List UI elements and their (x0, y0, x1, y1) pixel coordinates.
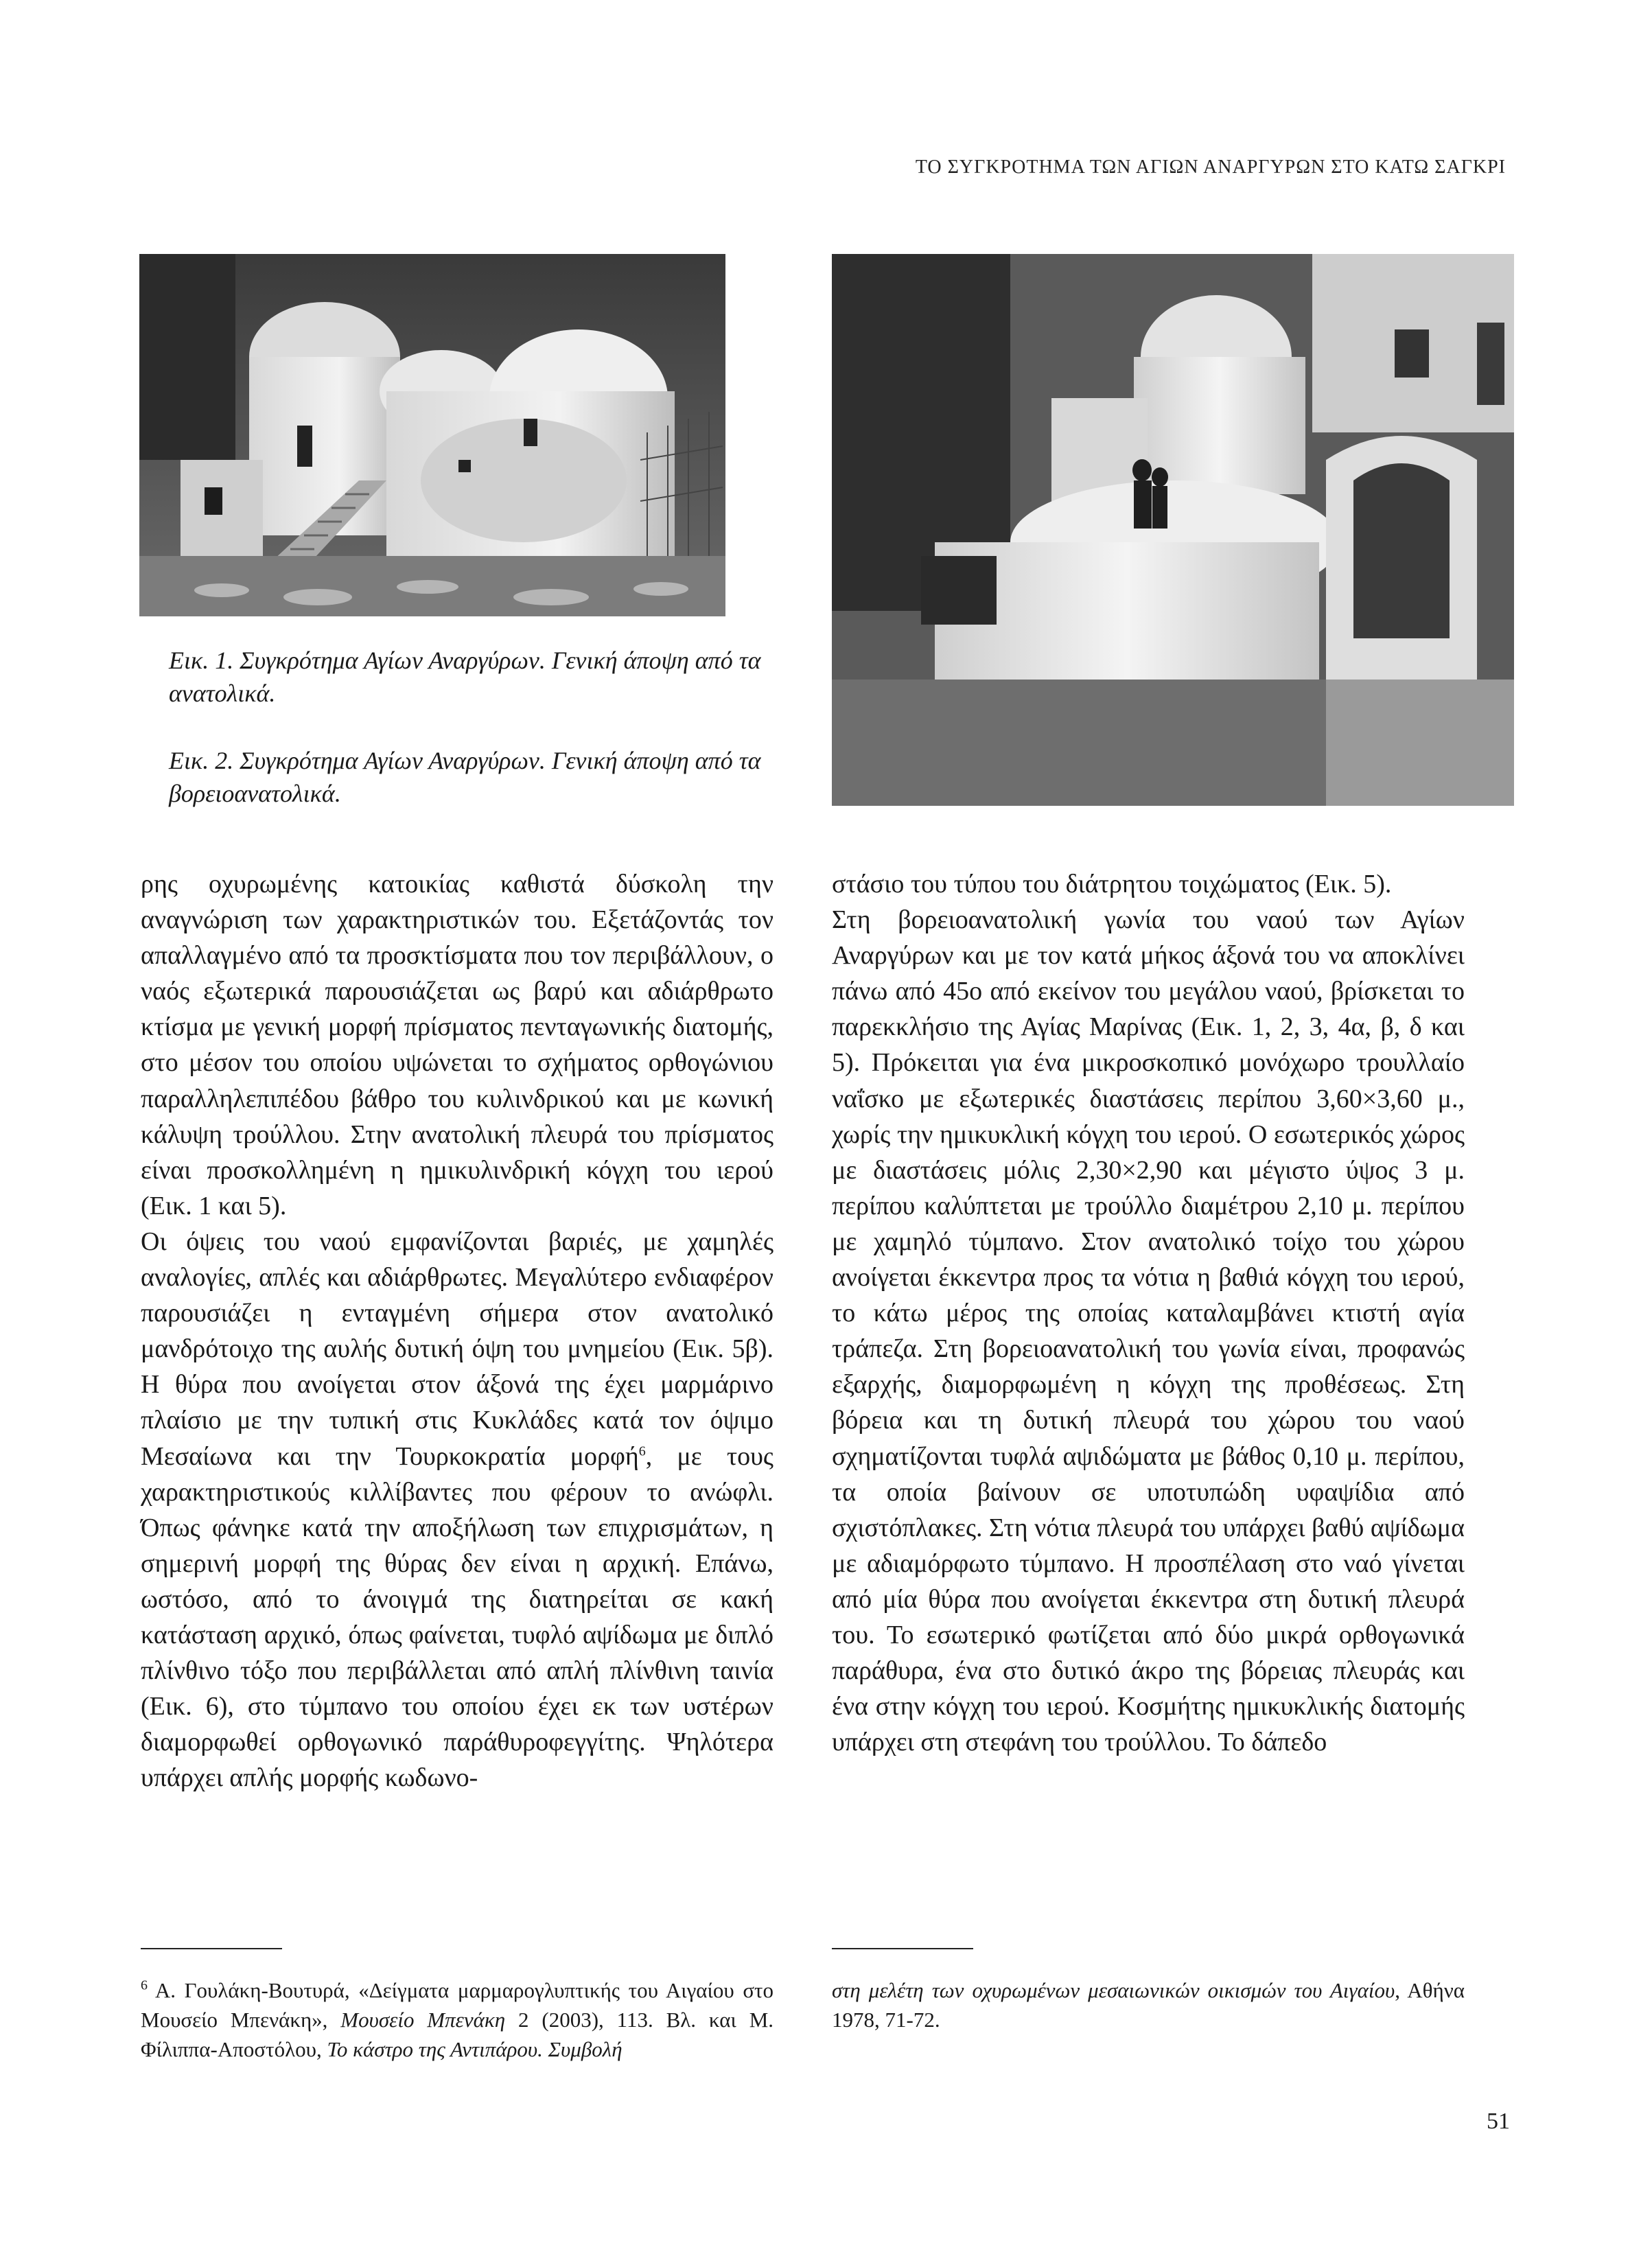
photo-2-illustration (832, 254, 1514, 806)
footnote-rule (832, 1948, 973, 1949)
footnote-text: 2 (2003), 113. Βλ. και Μ. Φίλιππα-Αποστόλου, (141, 2008, 774, 2061)
footnote-left (141, 1975, 773, 2064)
footnote-rule (141, 1948, 282, 1949)
footnote-text: Α. Γουλάκη-Βουτυρά, «Δείγματα μαρμαρογλυπτικής του Αιγαίου στο Μουσείο Μπενάκη», (141, 1978, 773, 2032)
figure-1-caption: Εικ. 1. Συγκρότημα Αγίων Αναργύρων. Γενική άποψη από τα ανατολικά. (169, 647, 761, 707)
footnote-text-italic: Το κάστρο της Αντιπάρου. Συμβολή (327, 2037, 623, 2061)
paragraph: Στη βορειοανατολική γωνία του ναού των Αγίων Αναργύρων και με τον κατά μήκος άξονά του να αποκλίνει πάνω από 45ο από εκείνον του μεγάλου ναού, βρίσκεται το παρεκκλήσιο της Αγίας Μαρίνας (Εικ. 1, 2, 3, 4α, β, δ και 5). Πρόκειται για ένα μικροσκοπικό μονόχωρο τρουλλαίο ναΐσκο με εξωτερικές διαστάσεις περίπου 3,60×3,60 μ., χωρίς την ημικυκλική κόγχη του ιερού. Ο εσωτερικός χώρος με διαστάσεις μόλις 2,30×2,90 και μέγιστο ύψος 3 μ. περίπου καλύπτεται με τρούλλο διαμέτρου 2,10 μ. περίπου με χαμηλό τύμπανο. Στον ανατολικό τοίχο του χώρου ανοίγεται έκκεντρα προς τα νότια η βαθιά κόγχη του ιερού, το κάτω μέρος της οποίας καταλαμβάνει κτιστή αγία τράπεζα. Στη βορειοανατολική του γωνία είναι, προφανώς εξαρχής, διαμορφωμένη η κόγχη της προθέσεως. Στη βόρεια και τη δυτική πλευρά του χώρου του ναού σχηματίζονται τυφλά αψιδώματα με βάθος 0,10 μ. περίπου, τα οποία βαίνουν σε υποτυπώδη υφαψίδια από σχιστόπλακες. Στη νότια πλευρά του υπάρχει βαθύ αψίδωμα με αδιαμόρφωτο τύμπανο. Η προσπέλαση στο ναό γίνεται από μία θύρα που ανοίγεται έκκεντρα στη δυτική πλευρά του. Το εσωτερικό φωτίζεται από δύο μικρά ορθογωνικά παράθυρα, ένα στο δυτικό άκρο της βόρειας πλευράς και ένα στην κόγχη του ιερού. Κοσμήτης ημικυκλικής διατομής υπάρχει στη στεφάνη του τρούλλου. Το δάπεδο (832, 905, 1465, 1757)
running-header: ΤΟ ΣΥΓΚΡΟΤΗΜΑ ΤΩΝ ΑΓΙΩΝ ΑΝΑΡΓΥΡΩΝ ΣΤΟ ΚΑΤΩ ΣΑΓΚΡΙ (915, 156, 1506, 178)
paragraph (141, 1224, 773, 1796)
footnote-text-italic: Μουσείο Μπενάκη (340, 2008, 506, 2032)
footnote-right (832, 1975, 1465, 2034)
paragraph-text: Οι όψεις του ναού εμφανίζονται βαριές, με χαμηλές αναλογίες, απλές και αδιάρθρωτες. Μεγαλύτερο ενδιαφέρον παρουσιάζει η ενταγμένη σήμερα στον ανατολικό μανδρότοιχο της αυλής δυτική όψη του μνημείου (Εικ. 5β). Η θύρα που ανοίγεται στον άξονά της έχει μαρμάρινο πλαίσιο με την τυπική στις Κυκλάδες κατά τον όψιμο Μεσαίωνα και την Τουρκοκρατία μορφή (141, 1227, 773, 1471)
body-column-right (832, 866, 1465, 1760)
footnote-text: , Αθήνα 1978, 71-72. (832, 1978, 1465, 2032)
figure-2-photo (832, 254, 1514, 806)
paragraph: στάσιο του τύπου του διάτρητου τοιχώματος (Εικ. 5). (832, 870, 1392, 898)
photo-1-illustration (139, 254, 725, 616)
figure-2-caption: Εικ. 2. Συγκρότημα Αγίων Αναργύρων. Γενική άποψη από τα βορειοανατολικά. (169, 747, 761, 807)
footnote-number: 6 (141, 1977, 148, 1993)
footnote-text-italic: στη μελέτη των οχυρωμένων μεσαιωνικών οικισμών του Αιγαίου (832, 1978, 1395, 2002)
page-number: 51 (1487, 2109, 1510, 2134)
figure-1-photo (139, 254, 725, 616)
footnote-reference: 6 (638, 1443, 646, 1459)
paragraph-text: , με τους χαρακτηριστικούς κιλλίβαντες που φέρουν το ανώφλι. Όπως φάνηκε κατά την αποξήλωση των επιχρισμάτων, η σημερινή μορφή της θύρας δεν είναι η αρχική. Επάνω, ωστόσο, από το άνοιγμά της διατηρείται σε κακή κατάσταση αρχικό, όπως φαίνεται, τυφλό αψίδωμα με διπλό πλίνθινο τόξο που περιβάλλεται από απλή πλίνθινη ταινία (Εικ. 6), στο τύμπανο του οποίου έχει εκ των υστέρων διαμορφωθεί ορθογωνικό παράθυροφεγγίτης. Ψηλότερα υπάρχει απλής μορφής κωδωνο- (141, 1441, 773, 1793)
paragraph: ρης οχυρωμένης κατοικίας καθιστά δύσκολη την αναγνώριση των χαρακτηριστικών του. Εξετάζοντάς τον απαλλαγμένο από τα προσκτίσματα που τον περιβάλλουν, ο ναός εξωτερικά παρουσιάζεται ως βαρύ και αδιάρθρωτο κτίσμα με γενική μορφή πρίσματος πενταγωνικής διατομής, στο μέσον του οποίου υψώνεται το σχήματος ορθογώνιου παραλληλεπιπέδου βάθρο του κυλινδρικού και με κωνική κάλυψη τρούλλου. Στην ανατολική πλευρά του πρίσματος είναι προσκολλημένη η ημικυλινδρική κόγχη του ιερού (Εικ. 1 και 5). (141, 870, 773, 1220)
body-column-left (141, 866, 773, 1796)
